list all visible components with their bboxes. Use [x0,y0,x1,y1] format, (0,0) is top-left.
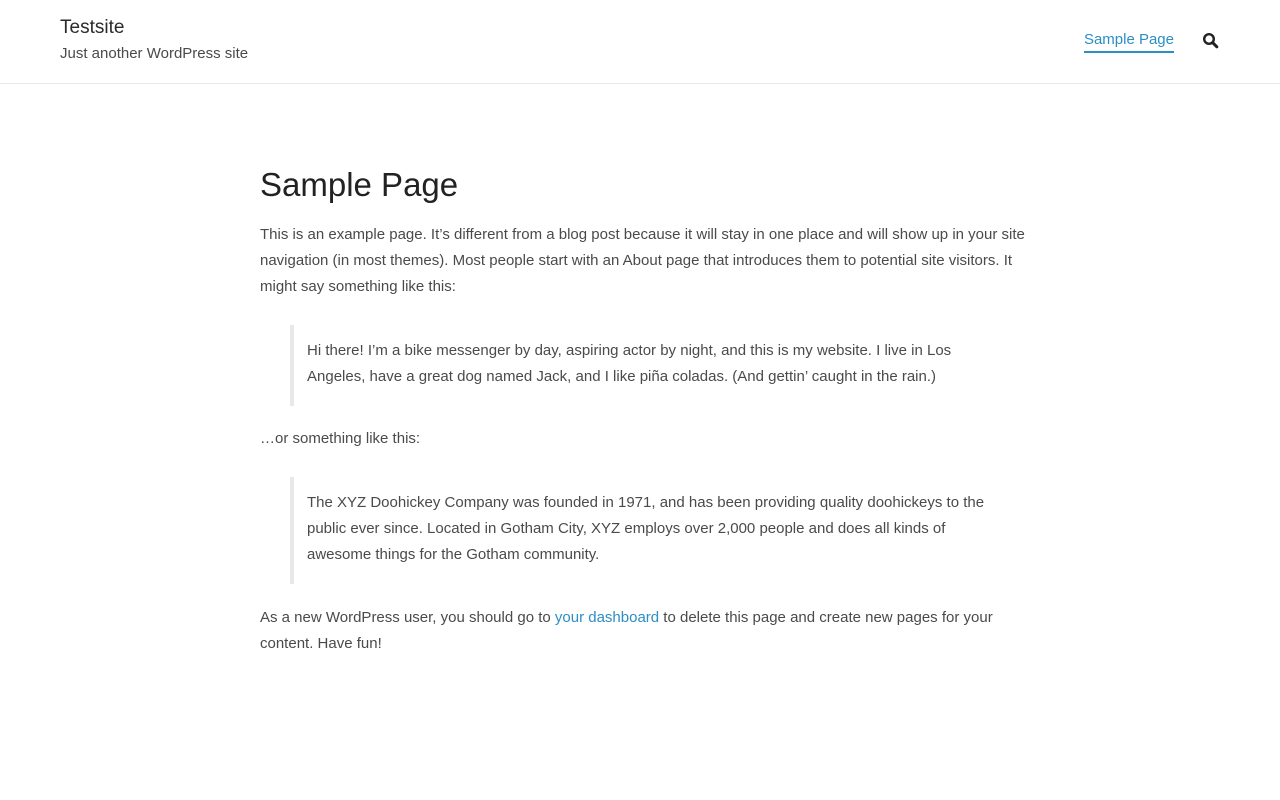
nav-item-sample-page[interactable]: Sample Page [1084,30,1174,53]
page-title: Sample Page [260,166,459,203]
site-header [0,0,1280,84]
middle-paragraph: …or something like this: [260,430,421,447]
blockquote-2 [290,477,1021,584]
blockquote-1 [290,325,1021,406]
blockquote-2-text: The XYZ Doohickey Company was founded in 1971, and has been providing quality doohickeys to the public ever since. Located in Gotham City, XYZ employs over 2,000 people and does all kinds of awesome things for the Gotham community. [307,494,985,563]
final-paragraph [260,605,1030,657]
site-branding [60,17,248,64]
primary-navigation [1084,30,1220,53]
dashboard-link[interactable]: your dashboard [554,609,660,626]
final-text-after: to delete this page and create new pages for your content. Have fun! [260,609,993,652]
final-text-before: As a new WordPress user, you should go to [260,609,555,626]
site-title-link[interactable]: Testsite [60,17,125,38]
blockquote-1-text: Hi there! I’m a bike messenger by day, aspiring actor by night, and this is my website. I live in Los Angeles, have a great dog named Jack, and I like piña coladas. (And gettin’ caught in the rain.) [307,342,952,385]
intro-paragraph: This is an example page. It’s different from a blog post because it will stay in one place and will show up in your site navigation (in most themes). Most people start with an About page that introduces them to potential site visitors. It might say something like this: [260,226,1025,295]
search-icon[interactable] [1202,32,1220,50]
site-description: Just another WordPress site [60,45,249,62]
page-content [260,164,1030,657]
